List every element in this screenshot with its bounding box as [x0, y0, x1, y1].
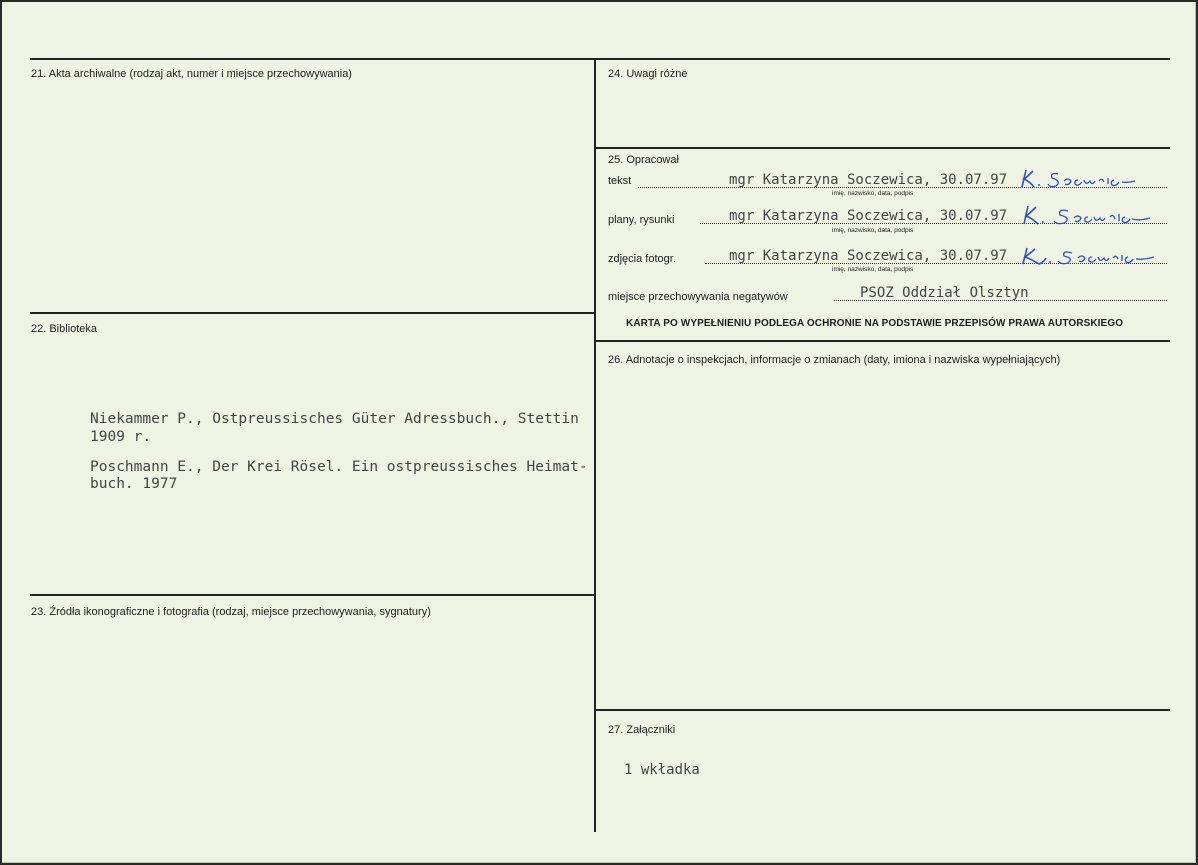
section-25-label: 25. Opracował: [608, 154, 679, 166]
divider-25-26: [595, 340, 1170, 342]
divider-26-27: [595, 709, 1170, 711]
negatives-storage-value: PSOZ Oddział Olsztyn: [860, 285, 1029, 301]
section-26-label: 26. Adnotacje o inspekcjach, informacje o zmianach (daty, imiona i nazwiska wypełniających): [608, 354, 1061, 366]
author-row-text-value: mgr Katarzyna Soczewica, 30.07.97: [729, 172, 1008, 188]
bibliography-entry-2-line1: Poschmann E., Der Krei Rösel. Ein ostpreussisches Heimat-: [90, 459, 588, 475]
top-border-line: [30, 58, 1170, 60]
divider-24-25: [595, 147, 1170, 149]
record-card: [2, 2, 1196, 863]
negatives-storage-label: miejsce przechowywania negatywów: [608, 291, 788, 303]
section-22-label: 22. Biblioteka: [31, 323, 98, 335]
author-row-plans-label: plany, rysunki: [608, 214, 675, 226]
author-row-plans-caption: imię, nazwisko, data, podpis: [832, 227, 914, 234]
section-27-label: 27. Załączniki: [608, 724, 676, 736]
center-divider-line: [594, 58, 596, 832]
bibliography-entry-2-line2: buch. 1977: [90, 476, 178, 492]
bibliography-entry-1-line1: Niekammer P., Ostpreussisches Güter Adressbuch., Stettin: [90, 411, 579, 427]
section-23-label: 23. Źródła ikonograficzne i fotografia (rodzaj, miejsce przechowywania, sygnatury): [31, 606, 431, 618]
author-row-photos-signature: [1020, 244, 1165, 268]
section-24-label: 24. Uwagi różne: [608, 68, 688, 80]
divider-21-22: [30, 312, 595, 314]
author-row-photos-value: mgr Katarzyna Soczewica, 30.07.97: [729, 248, 1008, 264]
attachments-value: 1 wkładka: [624, 762, 700, 778]
author-row-plans-value: mgr Katarzyna Soczewica, 30.07.97: [729, 208, 1008, 224]
author-row-text-label: tekst: [608, 175, 632, 187]
divider-22-23: [30, 594, 595, 596]
section-21-label: 21. Akta archiwalne (rodzaj akt, numer i miejsce przechowywania): [31, 68, 352, 80]
bibliography-entry-1-line2: 1909 r.: [90, 429, 152, 445]
author-row-text-caption: imię, nazwisko, data, podpis: [832, 190, 914, 197]
copyright-notice: KARTA PO WYPEŁNIENIU PODLEGA OCHRONIE NA PODSTAWIE PRZEPISÓW PRAWA AUTORSKIEGO: [626, 318, 1124, 329]
author-row-photos-caption: imię, nazwisko, data, podpis: [832, 266, 914, 273]
author-row-text-signature: [1020, 166, 1150, 190]
author-row-photos-label: zdjęcia fotogr.: [608, 253, 676, 265]
author-row-plans-signature: [1022, 202, 1162, 228]
